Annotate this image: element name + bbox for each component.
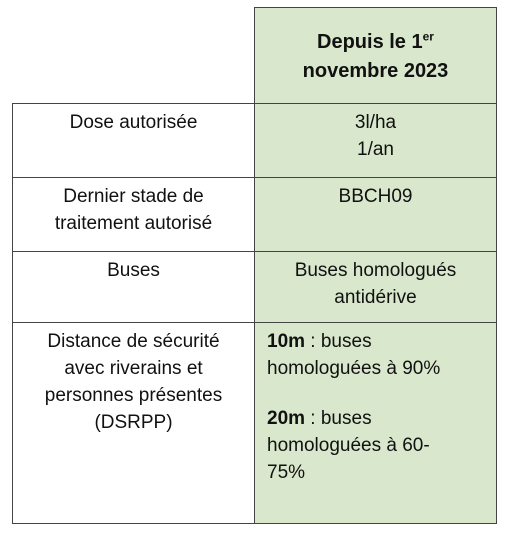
header-line-1: Depuis le 1er	[317, 29, 434, 54]
row-label-dose: Dose autorisée	[12, 104, 255, 178]
regulation-table	[12, 7, 497, 524]
header-date-cell	[255, 7, 497, 104]
header-line-2: novembre 2023	[302, 59, 449, 82]
row-value-stage: BBCH09	[255, 178, 497, 252]
row-value-distance: 10m : buses homologuées à 90% 20m : buses homologuées à 60- 75%	[255, 323, 497, 524]
distance-item-2: 20m : buses	[267, 407, 372, 429]
row-label-distance: Distance de sécurité avec riverains et personnes présentes (DSRPP)	[12, 323, 255, 524]
distance-item-1: 10m : buses	[267, 331, 372, 352]
row-label-nozzles: Buses	[12, 252, 255, 323]
row-value-dose: 3l/ha 1/an	[255, 104, 497, 178]
header-empty-cell	[12, 7, 255, 104]
row-value-nozzles: Buses homologués antidérive	[255, 252, 497, 323]
row-label-stage: Dernier stade de traitement autorisé	[12, 178, 255, 252]
